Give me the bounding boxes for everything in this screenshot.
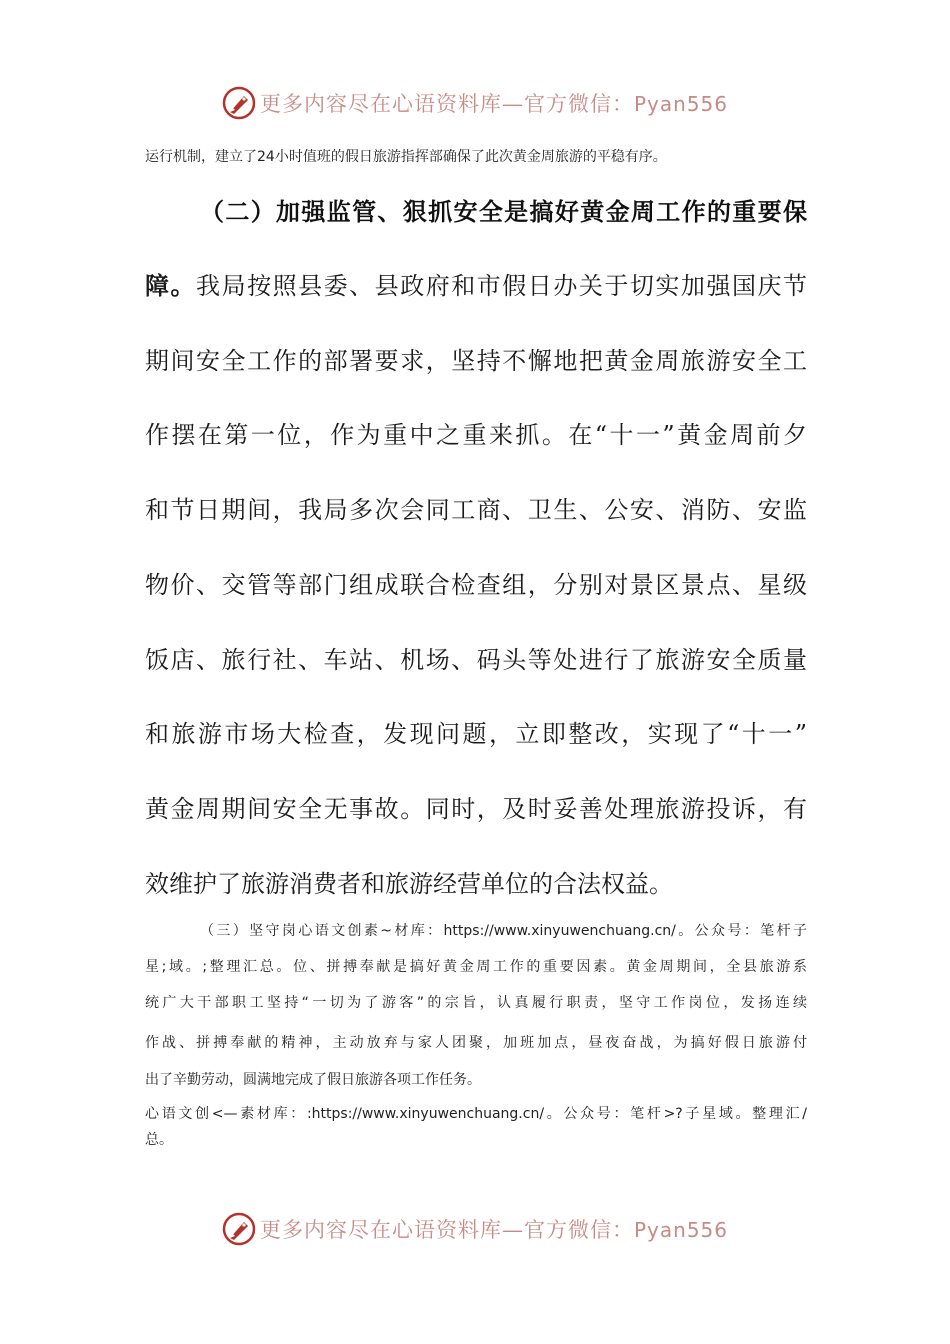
body-line-6: 饭店、旅行社、车站、机场、码头等处进行了旅游安全质量 [145, 646, 807, 674]
banner-cn-text: 更多内容尽在心语资料库—官方微信： [259, 92, 634, 116]
banner-wechat-id: Pyan556 [633, 1218, 728, 1242]
pen-nib-logo-icon [222, 86, 256, 120]
section-heading-line-1: （二）加强监管、狠抓安全是搞好黄金周工作的重要保 [200, 198, 807, 226]
small-line-1: （三）坚守岗心语文创素~材库：https://www.xinyuwenchuang.cn/。公众号：笔杆子 [200, 923, 807, 939]
body-line-8: 黄金周期间安全无事故。同时，及时妥善处理旅游投诉，有 [145, 795, 807, 823]
body-line-4: 和节日期间，我局多次会同工商、卫生、公安、消防、安监 [145, 496, 807, 524]
body-line-7: 和旅游市场大检查，发现问题，立即整改，实现了“十一” [145, 720, 807, 748]
banner-cn-text: 更多内容尽在心语资料库—官方微信： [259, 1218, 634, 1242]
banner-text [260, 88, 728, 118]
body-line-5: 物价、交管等部门组成联合检查组，分别对景区景点、星级 [145, 571, 807, 599]
small-line-6: 心语文创<—素材库：:https://www.xinyuwenchuang.cn/。公众号：笔杆>?子星域。整理汇/ [145, 1106, 807, 1122]
body-line-1 [145, 266, 807, 301]
small-line-4: 作战、拼搏奉献的精神，主动放弃与家人团聚，加班加点，昼夜奋战，为搞好假日旅游付 [145, 1035, 807, 1051]
intro-line: 运行机制，建立了24小时值班的假日旅游指挥部确保了此次黄金周旅游的平稳有序。 [145, 149, 667, 165]
small-line-5: 出了辛勤劳动，圆满地完成了假日旅游各项工作任务。 [145, 1072, 481, 1088]
body-line-2: 期间安全工作的部署要求，坚持不懈地把黄金周旅游安全工 [145, 347, 807, 375]
pen-nib-logo-icon [222, 1212, 256, 1246]
banner-wechat-id: Pyan556 [633, 92, 728, 116]
body-line-1-text: 我局按照县委、县政府和市假日办关于切实加强国庆节 [196, 272, 808, 300]
header-banner [0, 86, 950, 120]
banner-text [260, 1214, 728, 1244]
body-line-9: 效维护了旅游消费者和旅游经营单位的合法权益。 [145, 870, 673, 898]
small-line-7: 总。 [145, 1132, 173, 1148]
footer-banner [0, 1212, 950, 1246]
section-heading-line-2: 障。 [145, 272, 197, 300]
small-line-2: 星;域。;整理汇总。位、拼搏奉献是搞好黄金周工作的重要因素。黄金周期间，全县旅游系 [145, 959, 807, 975]
small-line-3: 统广大干部职工坚持“一切为了游客”的宗旨，认真履行职责，坚守工作岗位，发扬连续 [145, 995, 807, 1011]
body-line-3: 作摆在第一位，作为重中之重来抓。在“十一”黄金周前夕 [145, 421, 807, 449]
